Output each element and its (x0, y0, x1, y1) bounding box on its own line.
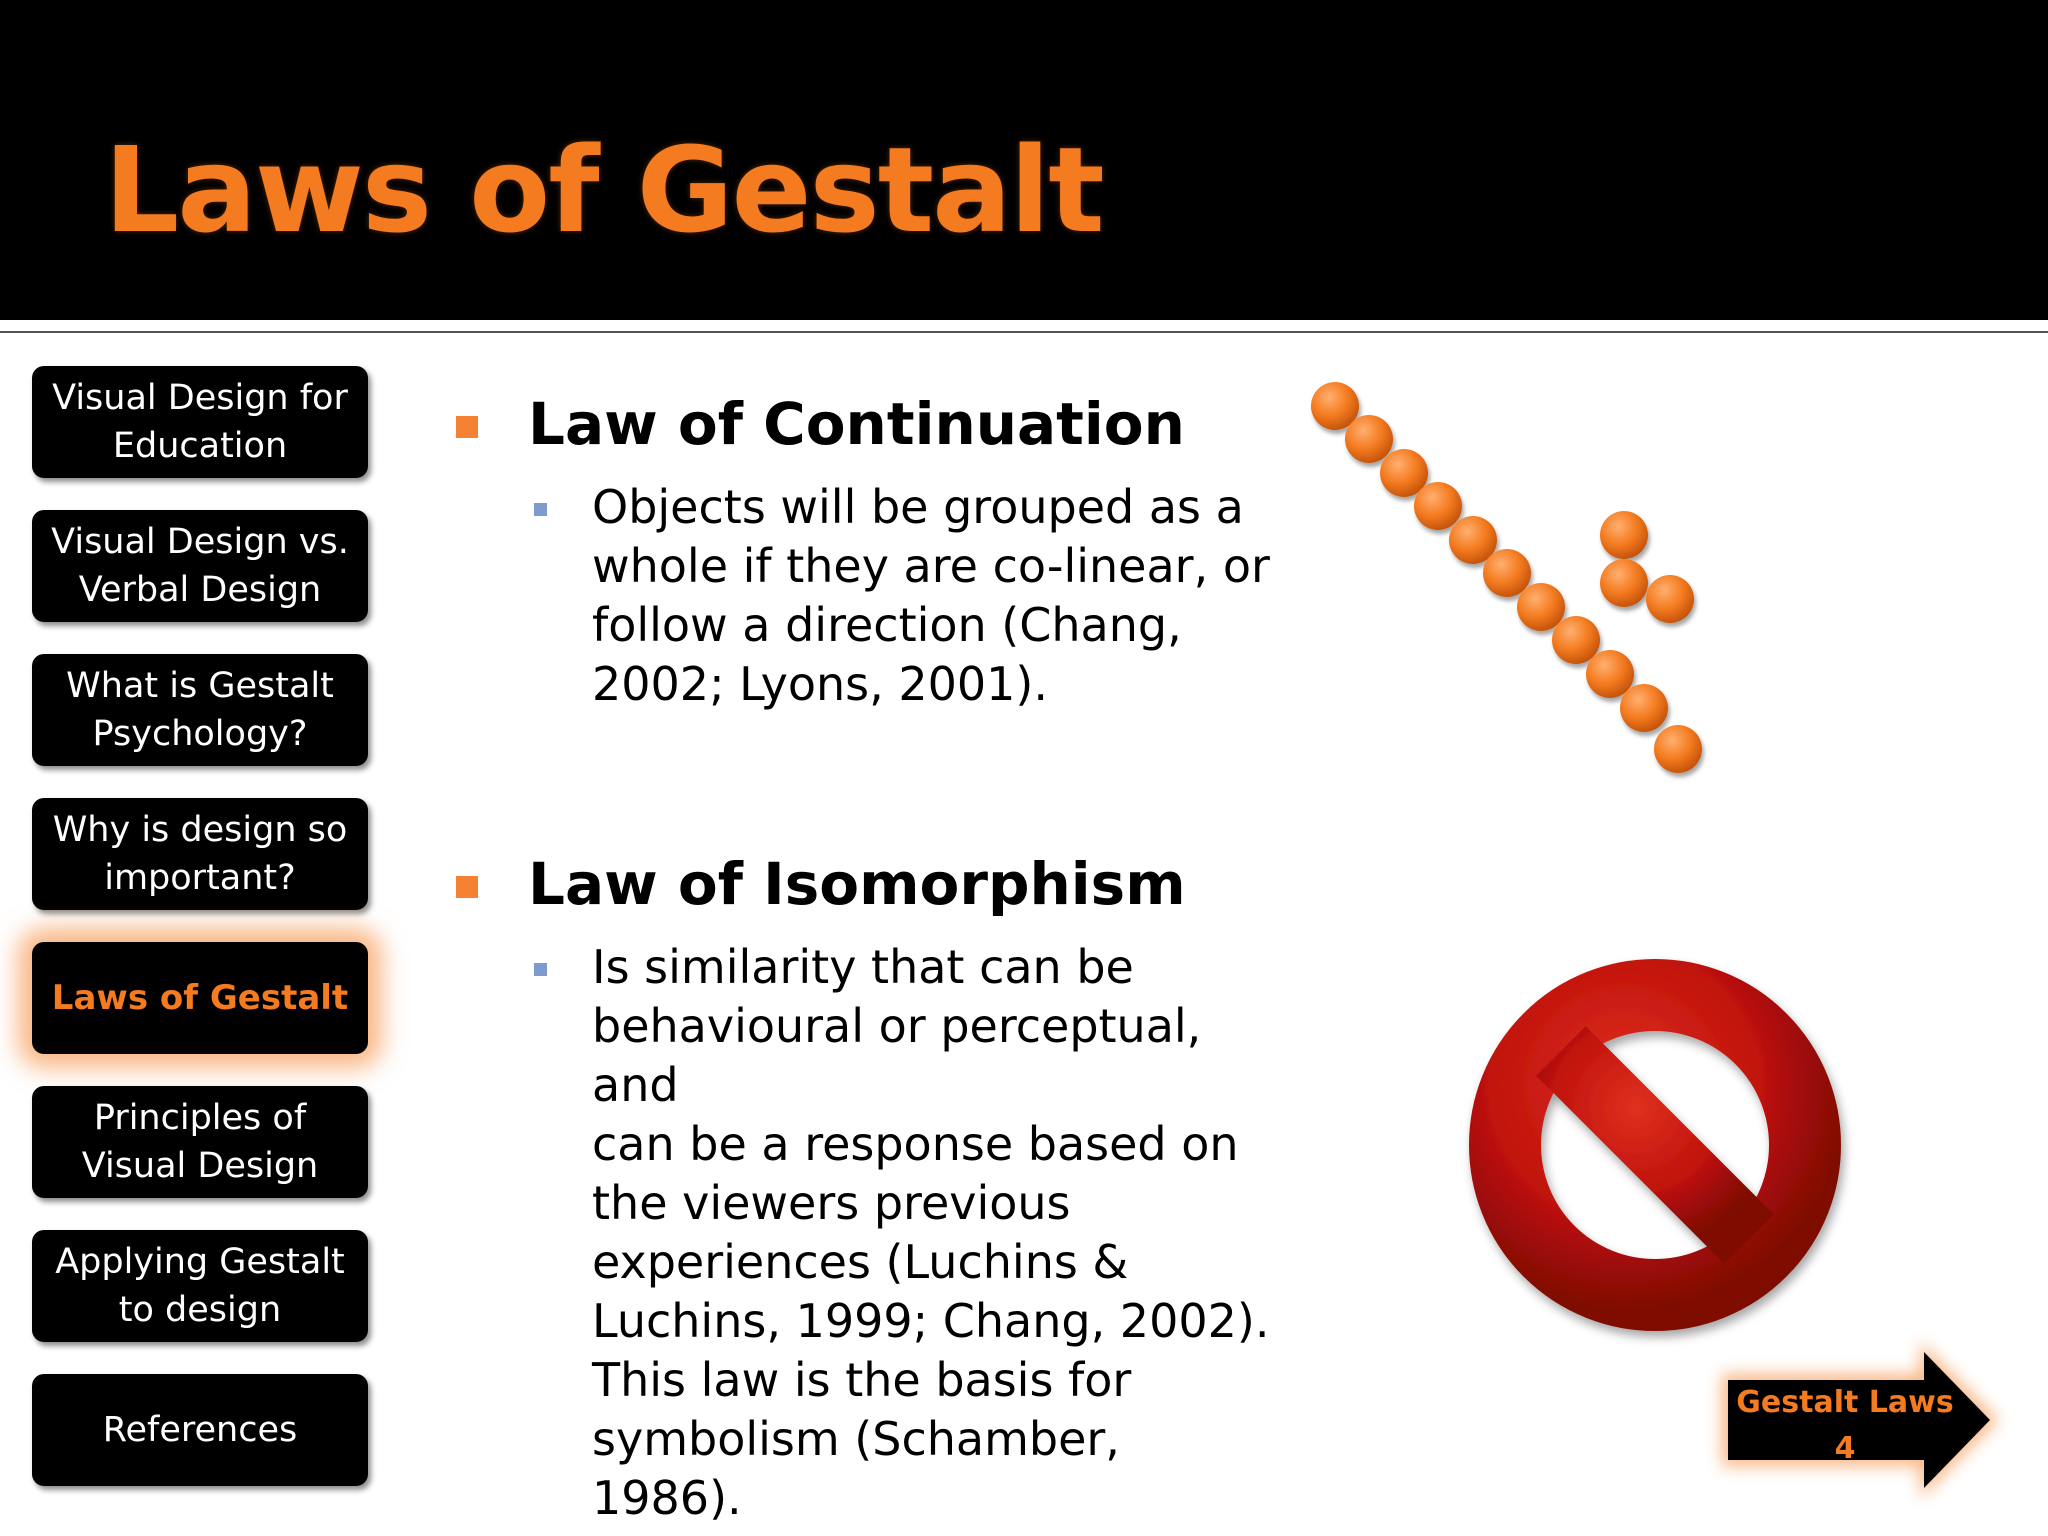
orange-bullet-icon (456, 416, 478, 438)
continuation-dots-figure (1300, 376, 1740, 786)
law-heading: Law of Continuation (528, 390, 1185, 458)
blue-bullet-icon (534, 963, 547, 976)
orange-dot (1600, 511, 1648, 559)
nav-what-is-gestalt[interactable]: What is Gestalt Psychology? (32, 654, 368, 766)
orange-dot (1552, 616, 1600, 664)
law-description: Is similarity that can be behavioural or perceptual, and can be a response based on the viewers previous experiences (Luchins & Luchins, 1999; Chang, 2002). This law is the basis for symbolism (Schamber, 1986). (592, 940, 1270, 1525)
nav-why-design-important[interactable]: Why is design so important? (32, 798, 368, 910)
nav-visual-vs-verbal-design[interactable]: Visual Design vs. Verbal Design (32, 510, 368, 622)
slide-title: Laws of Gestalt (104, 121, 1103, 259)
orange-dot (1654, 725, 1702, 773)
orange-dot (1483, 549, 1531, 597)
next-slide-button[interactable]: Gestalt Laws 4 (1736, 1385, 1954, 1466)
orange-dot (1620, 684, 1668, 732)
header-divider (0, 331, 2048, 333)
orange-bullet-icon (456, 876, 478, 898)
nav-laws-of-gestalt[interactable]: Laws of Gestalt (32, 942, 368, 1054)
law-heading: Law of Isomorphism (528, 850, 1186, 918)
nav-applying-gestalt[interactable]: Applying Gestalt to design (32, 1230, 368, 1342)
orange-dot (1414, 482, 1462, 530)
no-symbol-icon (1460, 950, 1860, 1350)
nav-references[interactable]: References (32, 1374, 368, 1486)
law-description: Objects will be grouped as a whole if they are co-linear, or follow a direction (Chang, 2002; Lyons, 2001). (592, 480, 1270, 711)
nav-principles-visual-design[interactable]: Principles of Visual Design (32, 1086, 368, 1198)
orange-dot (1345, 415, 1393, 463)
nav-visual-design-education[interactable]: Visual Design for Education (32, 366, 368, 478)
orange-dot (1517, 583, 1565, 631)
orange-dot (1586, 650, 1634, 698)
blue-bullet-icon (534, 503, 547, 516)
slide-header (0, 0, 2048, 320)
orange-dot (1646, 575, 1694, 623)
orange-dot (1600, 559, 1648, 607)
